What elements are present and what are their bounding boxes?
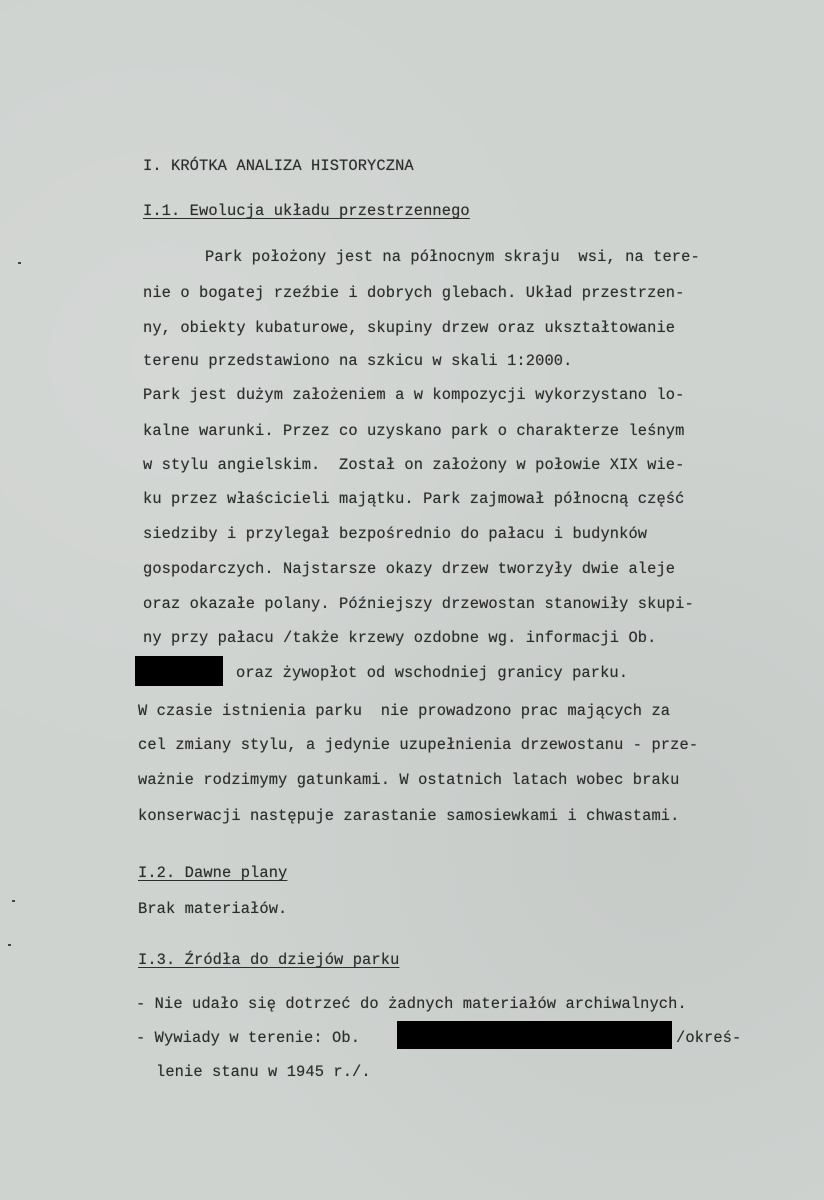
paragraph-line: w stylu angielskim. Został on założony w połowie XIX wie-	[143, 456, 685, 474]
redaction-bar	[135, 656, 223, 686]
source-item-end: /okreś-	[676, 1029, 742, 1047]
paragraph-line: W czasie istnienia parku nie prowadzono prac mających za	[138, 702, 671, 720]
paragraph-line: gospodarczych. Najstarsze okazy drzew tworzyły dwie aleje	[143, 560, 676, 578]
section-3-title: I.3. Źródła do dziejów parku	[138, 951, 400, 969]
paragraph-line: siedziby i przylegał bezpośrednio do pałacu i budynków	[143, 525, 648, 543]
paragraph-line: oraz okazałe polany. Późniejszy drzewostan stanowiły skupi-	[143, 595, 694, 613]
paragraph-line: konserwacji następuje zarastanie samosiewkami i chwastami.	[138, 807, 680, 825]
paragraph-line: kalne warunki. Przez co uzyskano park o charakterze leśnym	[143, 422, 685, 440]
paragraph-line: nie o bogatej rzeźbie i dobrych glebach. Układ przestrzen-	[143, 284, 685, 302]
punch-mark	[12, 900, 15, 902]
punch-mark	[8, 944, 11, 946]
paragraph-line: terenu przedstawiono na szkicu w skali 1:2000.	[143, 352, 573, 370]
paragraph-line: oraz żywopłot od wschodniej granicy parku.	[236, 664, 629, 682]
paragraph-line: Park jest dużym założeniem a w kompozycji wykorzystano lo-	[143, 386, 685, 404]
punch-mark	[18, 262, 21, 264]
section-2-text: Brak materiałów.	[138, 900, 288, 918]
paragraph-line: ny przy pałacu /także krzewy ozdobne wg. informacji Ob.	[143, 629, 657, 647]
source-item: - Nie udało się dotrzeć do żadnych materiałów archiwalnych.	[136, 995, 687, 1013]
paragraph-line: ważnie rodzimymy gatunkami. W ostatnich latach wobec braku	[138, 771, 680, 789]
paragraph-line: Park położony jest na północnym skraju wsi, na tere-	[205, 248, 700, 266]
paragraph-line: ny, obiekty kubaturowe, skupiny drzew oraz ukształtowanie	[143, 319, 676, 337]
source-item: - Wywiady w terenie: Ob.	[136, 1029, 361, 1047]
paragraph-line: ku przez właścicieli majątku. Park zajmował północną część	[143, 490, 685, 508]
section-1-title: I.1. Ewolucja układu przestrzennego	[143, 202, 470, 220]
paragraph-line: cel zmiany stylu, a jedynie uzupełnienia drzewostanu - prze-	[138, 736, 699, 754]
document-heading: I. KRÓTKA ANALIZA HISTORYCZNA	[143, 157, 414, 175]
section-2-title: I.2. Dawne plany	[138, 864, 288, 882]
redaction-bar	[397, 1021, 672, 1049]
source-item-continuation: lenie stanu w 1945 r./.	[156, 1063, 371, 1081]
